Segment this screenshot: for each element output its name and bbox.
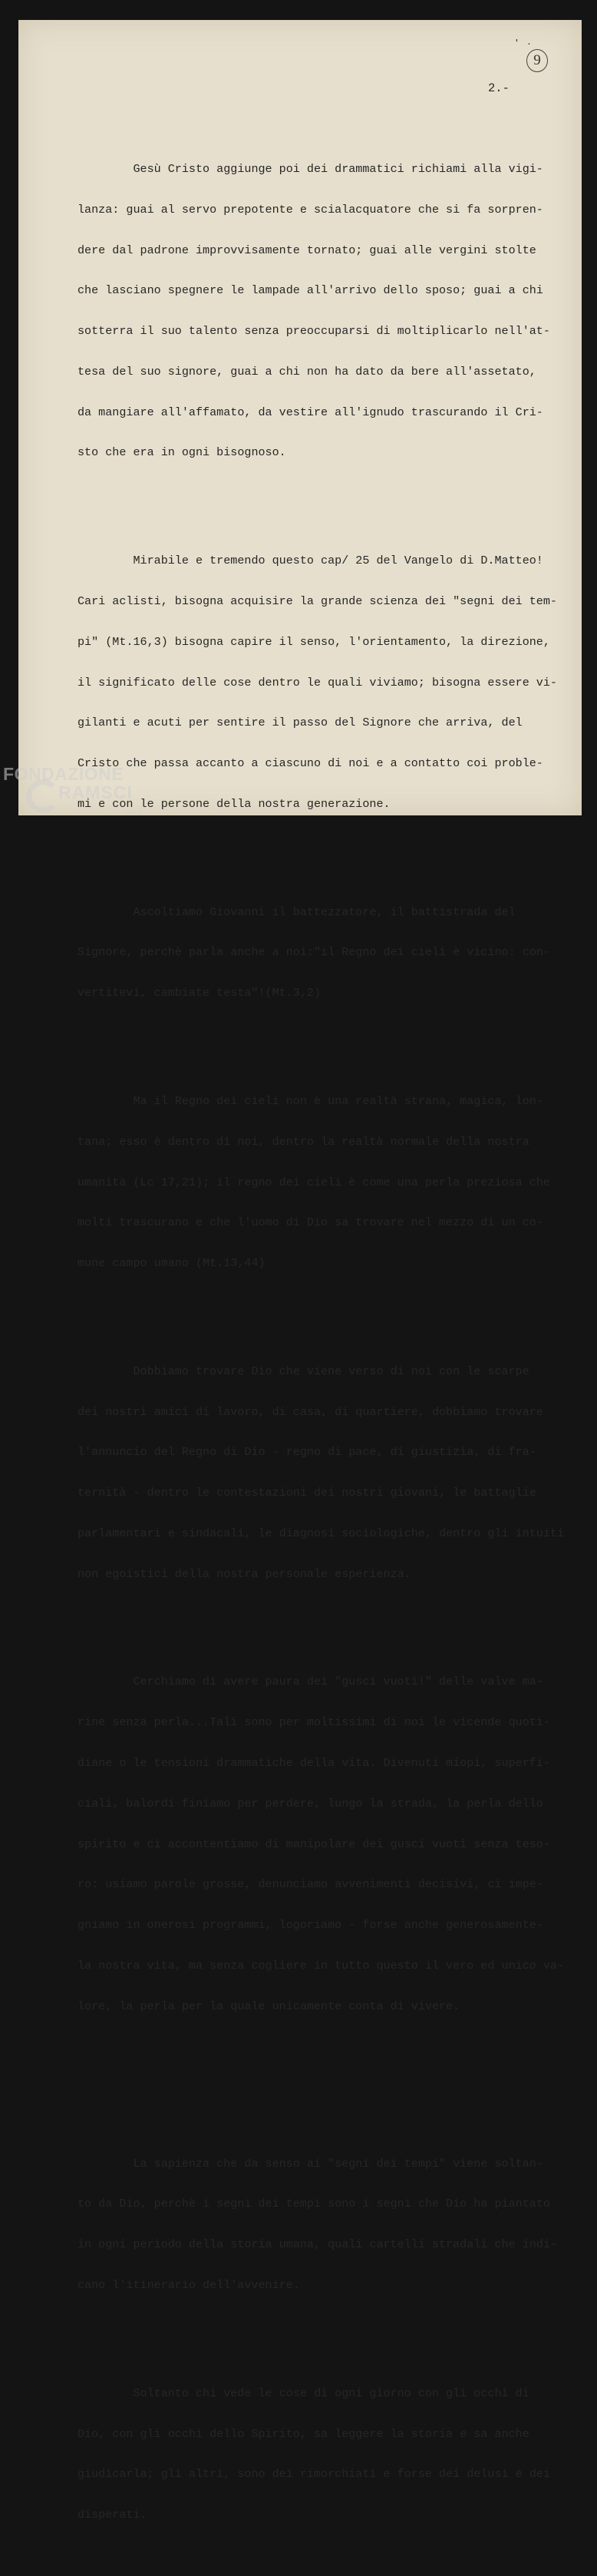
text-line: l'annuncio del Regno di Dio - regno di pace, di giustizia, di fra- [78,1445,536,1460]
text-line: Cerchiamo di avere paura dei "gusci vuoti!" delle valve ma- [78,1675,543,1689]
text-line: Cari aclisti, bisogna acquisire la grande scienza dei "segni dei tem- [78,594,557,608]
watermark-line2: RAMSCI [58,782,133,802]
text-line: ciali, balordi finiamo per perdere, lungo la strada, la perla dello [78,1796,543,1810]
text-line: in ogni periodo della storia umana, quali cartelli stradali che indi- [78,2237,557,2252]
text-line: che lasciano spegnere le lampade all'arrivo dello sposo; guai a chi [78,283,543,298]
text-line: to da Dio, perchè i segni dei tempi sono i segni che Dio ha piantato [78,2197,550,2211]
watermark-line1: FONDAZIONE [3,764,124,784]
text-line: parlamentari e sindacali, le diagnosi sociologiche, dentro gli intuiti [78,1526,565,1540]
paragraph [78,527,569,838]
text-line: Cristo che passa accanto a ciascuno di noi e a contatto coi proble- [78,756,543,771]
text-line: gilanti e acuti per sentire il passo del Signore che arriva, del [78,716,523,730]
paragraph [78,1068,569,1298]
text-line: Signore, perchè parla anche a noi:"il Regno dei cieli è vicino: con- [78,945,550,960]
text-line: vertitevi, cambiate testa"!(Mt.3,2) [78,986,322,1000]
folio-stamp: 9 [526,49,548,72]
text-line: gniamo in onerosi programmi, logoriamo - forse anche generosamente- [78,1918,543,1933]
text-line: spirito e ci accontentiamo di manipolare dei gusci vuoti senza teso- [78,1837,550,1851]
text-line: rine senza perla...Tali sono per moltissimi di noi le vicende quoti- [78,1715,550,1730]
paragraph-gap [78,2068,569,2090]
corner-pencil-marks: ' · [516,37,535,50]
text-line: molti trascurano e che l'uomo di Dio sa trovare nel mezzo di un co- [78,1215,543,1230]
text-line: mune campo umano (Mt.13,44) [78,1256,266,1271]
text-line: da mangiare all'affamato, da vestire all'ignudo trascurando il Cri- [78,405,543,419]
text-line: lore, la perla per la quale unicamente conta di vivere. [78,1999,460,2013]
text-line: cano l'itinerario dell'avvenire. [78,2278,300,2292]
text-line: Ascoltiamo Giovanni il battezzatore, il battistrada del [78,904,516,919]
text-line: Dio, con gli occhi dello Spirito, sa leggere la storia e sa anche [78,2426,529,2441]
text-line: dei nostri amici di lavoro, di casa, di quartiere, dobbiamo trovare [78,1404,543,1419]
text-line: sotterra il suo talento senza preoccuparsi di moltiplicarlo nell'at- [78,324,550,339]
text-line: Dobbiamo trovare Dio che viene verso di noi con le scarpe [78,1364,529,1378]
paragraph [78,136,569,487]
text-line: Gesù Cristo aggiunge poi dei drammatici richiami alla vigi- [78,161,543,176]
text-line: tesa del suo signore, guai a chi non ha dato da bere all'assetato, [78,364,536,379]
text-line: sto che era in ogni bisognoso. [78,445,286,460]
text-line: la nostra vita, ma senza cogliere in tutto questo il vero ed unico va- [78,1958,565,1973]
text-line: umanità (Lc 17,21); il regno dei cieli è come una perla preziosa che [78,1175,550,1189]
watermark-g-logo-icon [26,779,60,813]
text-line: ternità - dentro le contestazioni dei nostri giovani, le battaglie [78,1486,536,1500]
paragraph [78,2360,569,2549]
text-line: tana; esso è dentro di noi, dentro la realtà normale della nostra [78,1134,529,1149]
document-body [78,95,569,2576]
paragraph [78,1338,569,1609]
typewritten-page [18,20,582,2522]
text-line: dere dal padrone improvvisamente tornato; guai alle vergini stolte [78,243,536,257]
text-line: Mirabile e tremendo questo cap/ 25 del Vangelo di D.Matteo! [78,554,543,568]
text-line: pi" (Mt.16,3) bisogna capire il senso, l'orientamento, la direzione, [78,634,550,649]
text-line: ro: usiamo parole grosse, denunciamo avvenimenti decisivi, ci impe- [78,1877,543,1892]
text-line: mi e con le persone della nostra generazione. [78,796,391,811]
paragraph [78,878,569,1027]
text-line: disperati. [78,2508,147,2522]
text-line: giudicarla; gli altri, sono dei rimorchiati e forse dei delusi e dei [78,2467,550,2482]
text-line: il significato delle cose dentro le quali viviamo; bisogna essere vi- [78,675,557,689]
paragraph [78,2130,569,2319]
watermark-suffix: onlus [126,809,143,816]
text-line: La sapienza che da senso ai "segni dei tempi" viene soltan- [78,2156,543,2171]
text-line: non egoistici della nostra personale esperienza. [78,1566,411,1581]
paragraph [78,1648,569,2040]
text-line: Ma il Regno dei cieli non è una realtà strana, magica, lon- [78,1093,543,1108]
text-line: diane o le tensioni drammatiche della vita. Divenuti miopi, superfi- [78,1756,550,1771]
text-line: lanza: guai al servo prepotente e scialacquatore che si fa sorpren- [78,202,543,217]
page-number: 2.- [488,81,510,95]
text-line: Soltanto chi vede le cose di ogni giorno con gli occhi di [78,2386,529,2400]
